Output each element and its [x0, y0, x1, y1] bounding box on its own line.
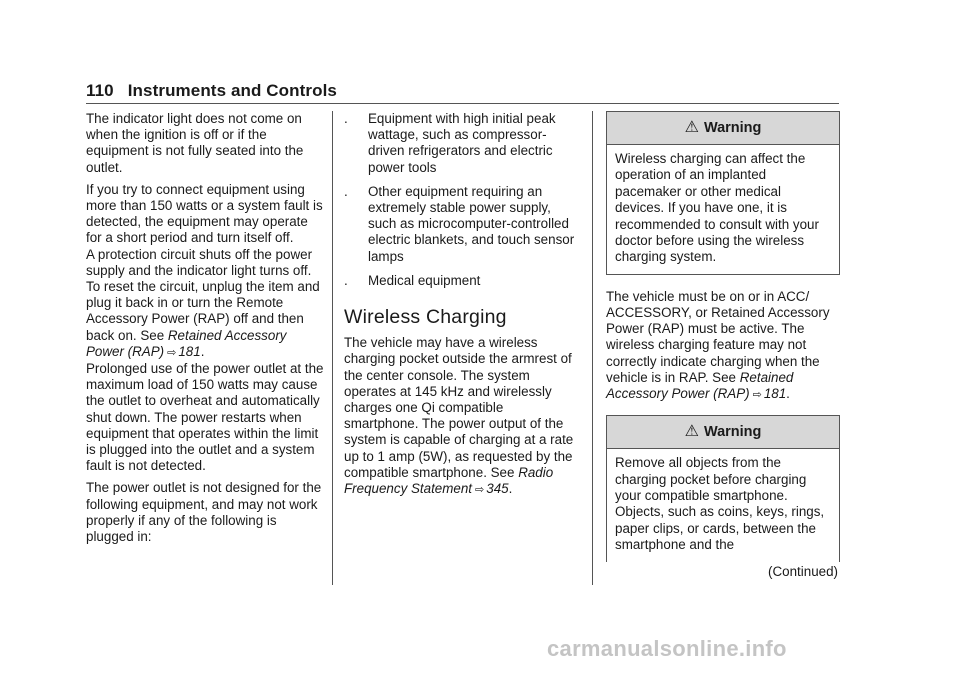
warning-title: Warning	[703, 119, 762, 136]
page-ref-arrow-icon: ⇨	[475, 484, 485, 497]
rap-page-number[interactable]: 181	[763, 386, 787, 402]
bullet-icon: .	[344, 183, 348, 199]
list-item	[344, 273, 580, 289]
bullet-icon: .	[344, 111, 348, 126]
warning-text: Remove all objects from the charging pocket before charging your compatible smartphone. Objects, such as coins, keys, rings, paper clips, or cards, between the smartphone and the	[615, 455, 825, 553]
warning-triangle-icon: ⚠	[684, 118, 699, 136]
radio-frequency-page-number[interactable]: 345	[486, 481, 509, 497]
warning-box-pacemaker	[606, 111, 840, 275]
paragraph-prolonged-use: Prolonged use of the power outlet at the maximum load of 150 watts may cause the outlet to overheat and automatically shut down. The power restarts when equipment that operates within the limit is plugged into the outlet and a system fault is not detected.	[86, 361, 324, 474]
radio-frequency-reference-link[interactable]: Radio Frequency Statement	[344, 464, 554, 497]
page-ref-arrow-icon: ⇨	[167, 346, 177, 359]
page-number: 110	[86, 81, 114, 100]
paragraph-not-designed: The power outlet is not designed for the following equipment, and may not work properly if any of the following is plugged in:	[86, 480, 322, 545]
page-header	[86, 81, 337, 101]
watermark: carmanualsonline.info	[547, 636, 787, 661]
bullet-text: Other equipment requiring an extremely stable power supply, such as microcomputer-controlled electric blankets, and touch sensor lamps	[368, 183, 575, 264]
warning-header	[607, 416, 839, 449]
bullet-icon: .	[344, 272, 348, 288]
rap-reference-link[interactable]: Retained Accessory Power (RAP)	[606, 369, 794, 402]
warning-text: Wireless charging can affect the operation of an implanted pacemaker or other medical devices. If you have one, it is recommended to consult with your doctor before using the wireless charging system.	[615, 151, 819, 265]
column-divider-2	[592, 111, 593, 585]
continued-label: (Continued)	[768, 563, 838, 579]
rap-page-number[interactable]: 181	[178, 343, 201, 359]
acc-rap-text: The vehicle must be on or in ACC/ ACCESSORY, or Retained Accessory Power (RAP) must be active. The wireless charging feature may not correctly indicate charging when the vehicle is in RAP. See	[606, 288, 830, 385]
paragraph-equipment-limit: If you try to connect equipment using more than 150 watts or a system fault is detected, the equipment may operate for a short period and turn itself off.	[86, 181, 323, 246]
sentence-end: .	[200, 343, 205, 359]
paragraph-protection-circuit	[86, 247, 326, 361]
list-item	[344, 111, 580, 176]
protection-circuit-text: A protection circuit shuts off the power supply and the indicator light turns off. To reset the circuit, unplug the item and plug it back in or turn the Remote Accessory Power (RAP) off and then back on. See	[86, 246, 320, 343]
section-heading-wireless-charging: Wireless Charging	[344, 306, 507, 329]
warning-triangle-icon: ⚠	[684, 423, 699, 441]
list-item	[344, 184, 580, 265]
equipment-bullet-list	[344, 111, 580, 289]
header-rule	[86, 103, 839, 104]
column-1	[86, 111, 326, 551]
warning-title: Warning	[703, 424, 762, 441]
bullet-text: Equipment with high initial peak wattage, such as compressor-driven refrigerators and electric power tools	[368, 111, 556, 175]
paragraph-acc-rap	[606, 289, 840, 403]
paragraph-wireless-charging	[344, 335, 580, 498]
rap-reference-link[interactable]: Retained Accessory Power (RAP)	[86, 327, 287, 359]
sentence-end: .	[786, 386, 790, 402]
page-ref-arrow-icon: ⇨	[752, 389, 762, 402]
bullet-text: Medical equipment	[368, 272, 481, 288]
paragraph-indicator-light: The indicator light does not come on when the ignition is off or if the equipment is not fully seated into the outlet.	[86, 111, 304, 175]
sentence-end: .	[508, 481, 513, 497]
wireless-charging-text: The vehicle may have a wireless charging pocket outside the armrest of the center console. The system operates at 145 kHz and wirelessly charges one Qi compatible smartphone. The power output of the system is capable of charging at a rate up to 1 amp (5W), as requested by the compatible smartphone. See	[344, 335, 574, 480]
column-3	[606, 111, 840, 580]
column-2	[344, 111, 580, 504]
column-divider-1	[332, 111, 333, 585]
section-title: Instruments and Controls	[127, 81, 337, 100]
warning-header	[607, 112, 839, 145]
warning-box-remove-objects	[606, 415, 840, 561]
